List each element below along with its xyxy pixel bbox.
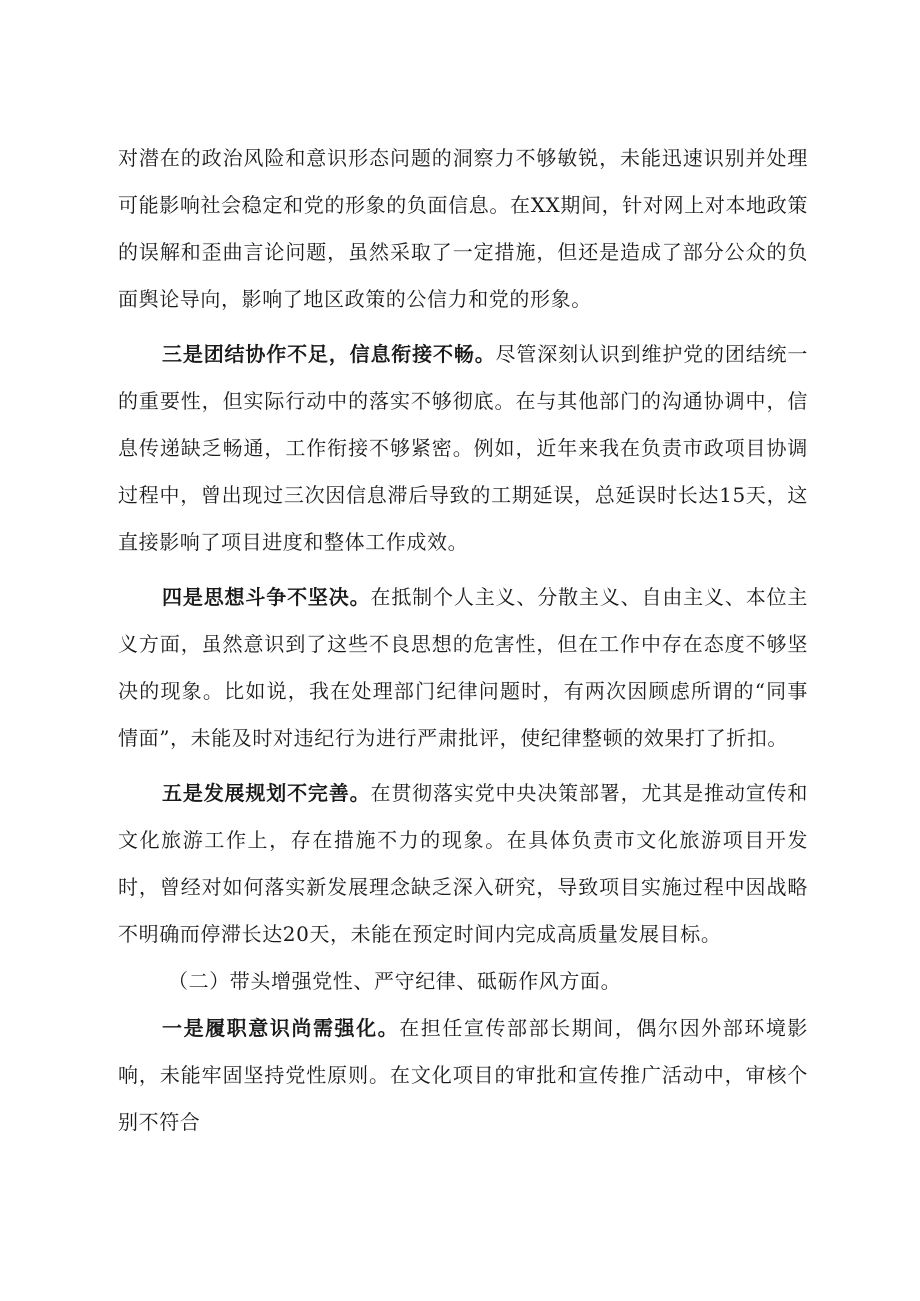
paragraph-gap: [118, 566, 808, 574]
paragraph-text: 在抵制个人主义、分散主义、自由主义、本位主义方面，虽然意识到了这些不良思想的危害性，但在工作中存在态度不够坚决的现象。比如说，我在处理部门纪律问题时，有两次因顾虑所谓的“同事情面”，未能及时对违纪行为进行严肃批评，使纪律整顿的效果打了折扣。: [118, 585, 808, 750]
paragraph-text: 在贯彻落实党中央决策部署，尤其是推动宣传和文化旅游工作上，存在措施不力的现象。在具体负责市文化旅游项目开发时，曾经对如何落实新发展理念缺乏深入研究，导致项目实施过程中因战略不明确而停滞长达20天，未能在预定时间内完成高质量发展目标。: [118, 781, 808, 946]
paragraph-gap: [118, 762, 808, 770]
paragraph-text: 在担任宣传部部长期间，偶尔因外部环境影响，未能牢固坚持党性原则。在文化项目的审批和宣传推广活动中，审核个别不符合: [118, 1016, 808, 1134]
paragraph-point-five: [118, 770, 808, 958]
paragraph-continuation: [118, 135, 808, 323]
paragraph-point-three: [118, 331, 808, 566]
document-body: [118, 135, 808, 1146]
paragraph-text: 对潜在的政治风险和意识形态问题的洞察力不够敏锐，未能迅速识别并处理可能影响社会稳定和党的形象的负面信息。在XX期间，针对网上对本地政策的误解和歪曲言论问题，虽然采取了一定措施，但还是造成了部分公众的负面舆论导向，影响了地区政策的公信力和党的形象。: [118, 146, 808, 311]
point-five-heading: 五是发展规划不完善。: [162, 781, 371, 805]
point-three-heading: 三是团结协作不足，信息衔接不畅。: [162, 342, 496, 366]
point-one-heading: 一是履职意识尚需强化。: [162, 1016, 400, 1040]
paragraph-point-four: [118, 574, 808, 762]
paragraph-gap: [118, 323, 808, 331]
paragraph-point-one: [118, 1005, 808, 1146]
point-four-heading: 四是思想斗争不坚决。: [162, 585, 371, 609]
paragraph-text: 尽管深刻认识到维护党的团结统一的重要性，但实际行动中的落实不够彻底。在与其他部门的沟通协调中，信息传递缺乏畅通，工作衔接不够紧密。例如，近年来我在负责市政项目协调过程中，曾出现过三次因信息滞后导致的工期延误，总延误时长达15天，这直接影响了项目进度和整体工作成效。: [118, 342, 808, 554]
section-heading: （二）带头增强党性、严守纪律、砥砺作风方面。: [168, 969, 622, 993]
